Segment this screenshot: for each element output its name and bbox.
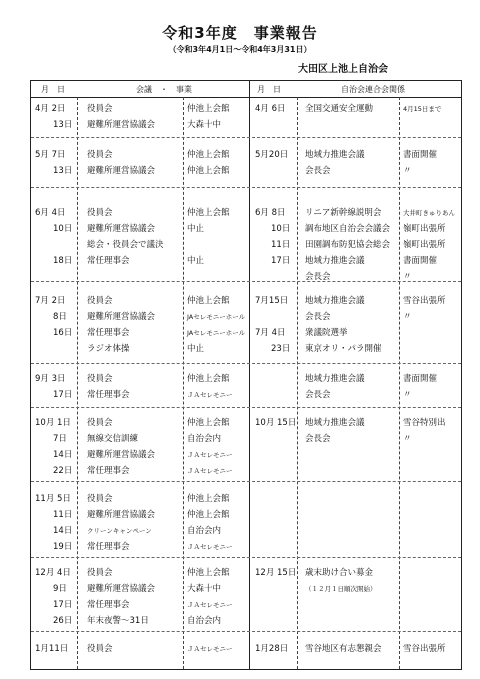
table-cell: 11日 bbox=[53, 510, 73, 520]
table-cell: ＪＡセレモニー bbox=[187, 543, 233, 551]
table-cell: 13日 bbox=[53, 120, 73, 130]
table-cell: 全国交通安全運動 bbox=[305, 104, 374, 114]
table-cell: 1月28日 bbox=[255, 644, 289, 654]
row-separator bbox=[31, 137, 461, 138]
divider bbox=[183, 97, 184, 669]
table-cell: 会長会 bbox=[305, 390, 331, 400]
table-cell: 23日 bbox=[271, 344, 291, 354]
row-separator bbox=[31, 557, 461, 558]
table-cell: 18日 bbox=[53, 256, 73, 266]
table-cell: 嶺町出張所 bbox=[403, 240, 446, 250]
table-cell: 仲池上会館 bbox=[187, 568, 230, 578]
table-cell: 東京オリ・パラ開催 bbox=[305, 344, 382, 354]
table-cell: 9日 bbox=[53, 584, 67, 594]
table-cell: ラジオ体操 bbox=[87, 344, 130, 354]
table-cell: リニア新幹線説明会 bbox=[305, 208, 382, 218]
table-cell: 役員会 bbox=[87, 208, 113, 218]
table-cell: 役員会 bbox=[87, 374, 113, 384]
table-cell: 10日 bbox=[271, 224, 291, 234]
table-cell: 常任理事会 bbox=[87, 328, 130, 338]
table-cell: 常任理事会 bbox=[87, 466, 130, 476]
table-cell: 仲池上会館 bbox=[187, 166, 230, 176]
table-cell: 4月 2日 bbox=[35, 104, 66, 114]
table-cell: 地域力推進会議 bbox=[305, 374, 365, 384]
table-cell: 避難所運営協議会 bbox=[87, 510, 156, 520]
table-cell: 自治会内 bbox=[187, 434, 222, 444]
table-cell: ＪＡセレモニー bbox=[187, 391, 233, 399]
row-separator bbox=[31, 481, 461, 482]
table-cell: 衆議院選挙 bbox=[305, 328, 348, 338]
table-cell: 中止 bbox=[187, 224, 205, 234]
right-date-header: 月 日 bbox=[257, 85, 281, 94]
table-cell: 仲池上会館 bbox=[187, 150, 230, 160]
table-cell: ＪＡセレモニー bbox=[187, 467, 233, 475]
table-cell: JAセレモニーホール bbox=[187, 313, 246, 321]
table-cell: 5月20日 bbox=[255, 150, 289, 160]
table-cell: ＪＡセレモニー bbox=[187, 645, 233, 653]
table-cell: ＪＡセレモニー bbox=[187, 601, 233, 609]
table-cell: 7日 bbox=[53, 434, 67, 444]
table-cell: 避難所運営協議会 bbox=[87, 312, 156, 322]
table-cell: 19日 bbox=[53, 542, 73, 552]
table-cell: 17日 bbox=[271, 256, 291, 266]
table-cell: 11月 5日 bbox=[35, 494, 71, 504]
row-separator bbox=[31, 187, 461, 188]
table-cell: 会長会 bbox=[305, 166, 331, 176]
table-cell: 役員会 bbox=[87, 644, 113, 654]
table-cell: 〃 bbox=[403, 390, 412, 400]
table-cell: ＪＡセレモニー bbox=[187, 451, 233, 459]
table-cell: 地域力推進会議 bbox=[305, 418, 365, 428]
table-cell: 5月 7日 bbox=[35, 150, 66, 160]
table-cell: 7月 2日 bbox=[35, 296, 66, 306]
table-cell: 自治会内 bbox=[187, 616, 222, 626]
table-cell: 〃 bbox=[403, 272, 412, 282]
row-separator bbox=[31, 281, 461, 282]
table-cell: 書面開催 bbox=[403, 374, 438, 384]
table-cell: 役員会 bbox=[87, 494, 113, 504]
table-cell: 仲池上会館 bbox=[187, 374, 230, 384]
table-cell: 12月 4日 bbox=[35, 568, 71, 578]
table-cell: 常任理事会 bbox=[87, 600, 130, 610]
table-cell: 17日 bbox=[53, 600, 73, 610]
table-cell: JAセレモニーホール bbox=[187, 329, 246, 337]
table-cell: 常任理事会 bbox=[87, 542, 130, 552]
table-cell: 26日 bbox=[53, 616, 73, 626]
table-cell: クリーンキャンペーン bbox=[87, 527, 152, 535]
table-cell: 役員会 bbox=[87, 104, 113, 114]
table-cell: 1月11日 bbox=[35, 644, 69, 654]
divider bbox=[399, 97, 400, 669]
table-cell: 6月 4日 bbox=[35, 208, 66, 218]
period-subtitle: （令和3年4月1日～令和4年3月31日） bbox=[168, 45, 312, 54]
divider bbox=[77, 97, 78, 669]
table-cell: 地域力推進会議 bbox=[305, 256, 365, 266]
table-cell: 調布地区自治会会議会 bbox=[305, 224, 391, 234]
table-cell: 会長会 bbox=[305, 312, 331, 322]
table-cell: 自治会内 bbox=[187, 526, 222, 536]
table-cell: 13日 bbox=[53, 166, 73, 176]
table-cell: 〃 bbox=[403, 166, 412, 176]
table-cell: 10月 15日 bbox=[255, 418, 297, 428]
table-cell: 4月15日まで bbox=[403, 105, 442, 113]
row-separator bbox=[31, 363, 461, 364]
table-cell: 中止 bbox=[187, 256, 205, 266]
table-cell: 大森十中 bbox=[187, 584, 222, 594]
table-cell: 9月 3日 bbox=[35, 374, 66, 384]
table-cell: 11日 bbox=[271, 240, 291, 250]
table-cell: 年末夜警～31日 bbox=[87, 616, 149, 626]
table-cell: 避難所運営協議会 bbox=[87, 584, 156, 594]
table-cell: 避難所運営協議会 bbox=[87, 166, 156, 176]
table-cell: 総会・役員会で議決 bbox=[87, 240, 164, 250]
table-cell: 〃 bbox=[403, 312, 412, 322]
table-cell: 常任理事会 bbox=[87, 390, 130, 400]
table-cell: 22日 bbox=[53, 466, 73, 476]
table-cell: 10月 1日 bbox=[35, 418, 71, 428]
table-cell: 〃 bbox=[403, 434, 412, 444]
divider bbox=[249, 81, 250, 669]
table-header bbox=[31, 81, 461, 98]
table-cell: 仲池上会館 bbox=[187, 494, 230, 504]
table-cell: 雪谷出張所 bbox=[403, 644, 446, 654]
table-cell: 16日 bbox=[53, 328, 73, 338]
table-cell: 10日 bbox=[53, 224, 73, 234]
table-cell: 役員会 bbox=[87, 296, 113, 306]
table-cell: 大井町きゅりあん bbox=[403, 209, 455, 217]
table-cell: 6月 8日 bbox=[255, 208, 286, 218]
report-table bbox=[30, 80, 462, 670]
table-cell: 中止 bbox=[187, 344, 205, 354]
table-cell: 仲池上会館 bbox=[187, 296, 230, 306]
table-cell: 役員会 bbox=[87, 568, 113, 578]
table-cell: 会長会 bbox=[305, 434, 331, 444]
table-cell: 17日 bbox=[53, 390, 73, 400]
left-title-header: 会議 ・ 事業 bbox=[136, 85, 192, 94]
table-cell: 無線交信訓練 bbox=[87, 434, 139, 444]
table-cell: 地域力推進会議 bbox=[305, 296, 365, 306]
table-cell: 歳末助け合い募金 bbox=[305, 568, 374, 578]
table-cell: 地域力推進会議 bbox=[305, 150, 365, 160]
table-cell: 会長会 bbox=[305, 272, 331, 282]
table-cell: 避難所運営協議会 bbox=[87, 120, 156, 130]
right-title-header: 自治会連合会関係 bbox=[341, 85, 405, 94]
table-cell: 大森十中 bbox=[187, 120, 222, 130]
table-cell: 雪谷地区有志懇親会 bbox=[305, 644, 382, 654]
row-separator bbox=[31, 631, 461, 632]
table-cell: 12月 15日 bbox=[255, 568, 297, 578]
table-cell: 7月15日 bbox=[255, 296, 289, 306]
table-cell: 書面開催 bbox=[403, 256, 438, 266]
table-cell: 雪谷特別出 bbox=[403, 418, 446, 428]
table-cell: 7月 4日 bbox=[255, 328, 286, 338]
row-separator bbox=[31, 407, 461, 408]
table-cell: 8日 bbox=[53, 312, 67, 322]
divider bbox=[297, 97, 298, 669]
table-cell: 仲池上会館 bbox=[187, 418, 230, 428]
table-cell: 避難所運営協議会 bbox=[87, 224, 156, 234]
table-cell: 14日 bbox=[53, 526, 73, 536]
table-cell: （１２月１日順次開始） bbox=[305, 585, 377, 593]
left-date-header: 月 日 bbox=[41, 85, 65, 94]
table-cell: 避難所運営協議会 bbox=[87, 450, 156, 460]
table-cell: 嶺町出張所 bbox=[403, 224, 446, 234]
table-cell: 田園調布防犯協会総会 bbox=[305, 240, 391, 250]
table-cell: 14日 bbox=[53, 450, 73, 460]
organization-name: 大田区上池上自治会 bbox=[298, 64, 388, 75]
table-cell: 仲池上会館 bbox=[187, 510, 230, 520]
table-cell: 常任理事会 bbox=[87, 256, 130, 266]
page-title: 令和3年度 事業報告 bbox=[162, 24, 318, 42]
table-cell: 書面開催 bbox=[403, 150, 438, 160]
table-cell: 仲池上会館 bbox=[187, 104, 230, 114]
table-cell: 役員会 bbox=[87, 418, 113, 428]
table-cell: 雪谷出張所 bbox=[403, 296, 446, 306]
table-cell: 4月 6日 bbox=[255, 104, 286, 114]
table-cell: 仲池上会館 bbox=[187, 208, 230, 218]
table-cell: 役員会 bbox=[87, 150, 113, 160]
